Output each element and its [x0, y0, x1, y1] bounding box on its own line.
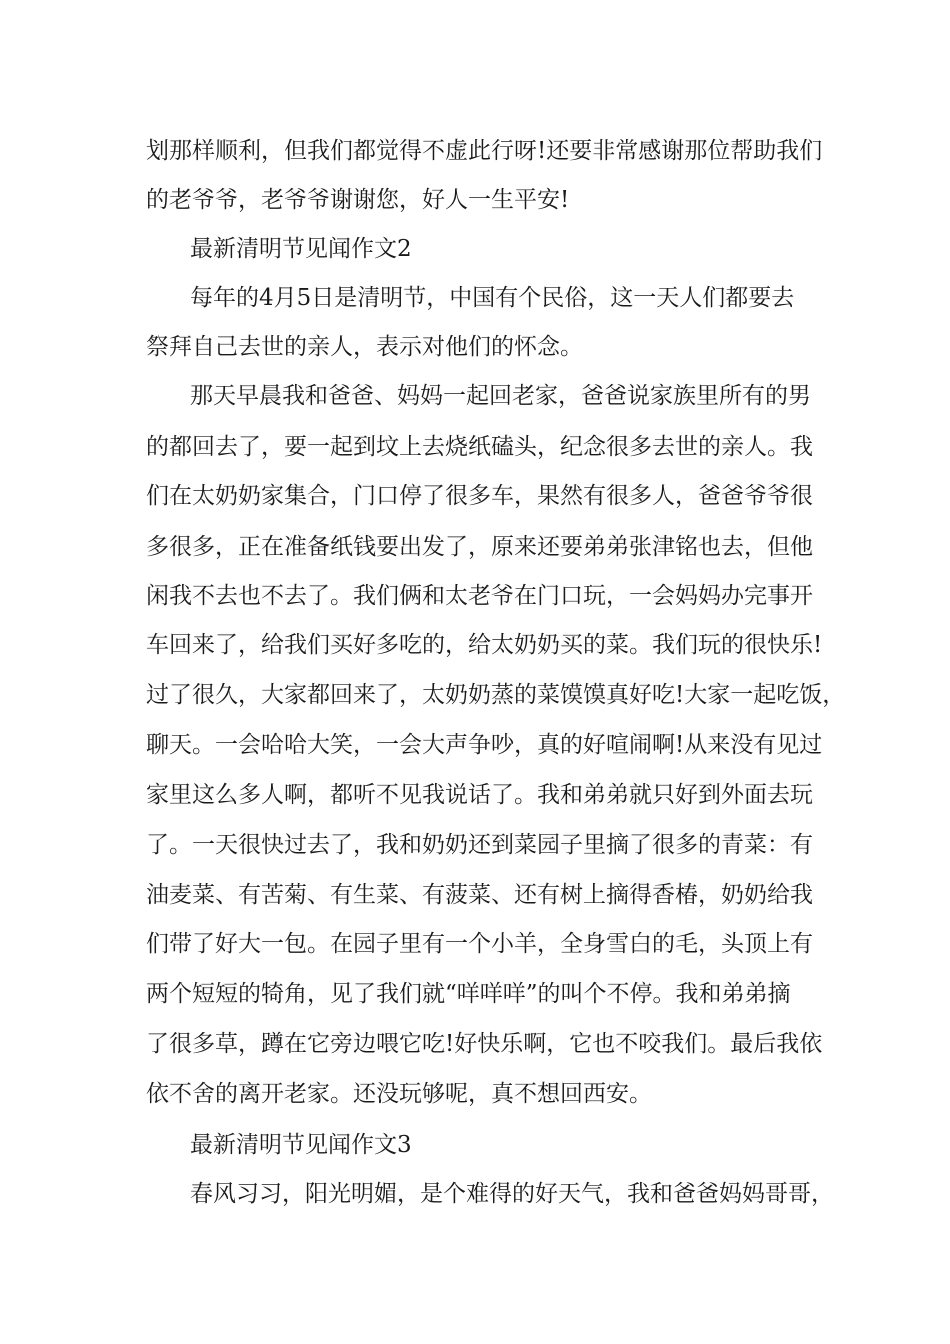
paragraph-line: 多很多，正在准备纸钱要出发了，原来还要弟弟张津铭也去，但他	[146, 534, 813, 560]
section-heading: 最新清明节见闻作文2	[190, 236, 412, 262]
paragraph-line: 油麦菜、有苦菊、有生菜、有菠菜、还有树上摘得香椿，奶奶给我	[146, 882, 813, 908]
paragraph-line: 每年的4月5日是清明节，中国有个民俗，这一天人们都要去	[190, 285, 795, 311]
paragraph-line: 家里这么多人啊，都听不见我说话了。我和弟弟就只好到外面去玩	[146, 782, 813, 808]
paragraph-line: 们在太奶奶家集合，门口停了很多车，果然有很多人，爸爸爷爷很	[146, 483, 813, 509]
paragraph-line: 划那样顺利，但我们都觉得不虚此行呀!还要非常感谢那位帮助我们	[146, 138, 823, 164]
paragraph-line: 春风习习，阳光明媚，是个难得的好天气，我和爸爸妈妈哥哥，	[190, 1181, 834, 1207]
paragraph-line: 的老爷爷，老爷爷谢谢您，好人一生平安!	[146, 187, 570, 213]
paragraph-line: 车回来了，给我们买好多吃的，给太奶奶买的菜。我们玩的很快乐!	[146, 632, 823, 658]
section-heading: 最新清明节见闻作文3	[190, 1132, 412, 1158]
paragraph-line: 那天早晨我和爸爸、妈妈一起回老家，爸爸说家族里所有的男	[190, 383, 811, 409]
paragraph-line: 祭拜自己去世的亲人，表示对他们的怀念。	[146, 334, 583, 360]
paragraph-line: 闲我不去也不去了。我们俩和太老爷在门口玩，一会妈妈办完事开	[146, 583, 813, 609]
paragraph-line: 依不舍的离开老家。还没玩够呢，真不想回西安。	[146, 1081, 652, 1107]
paragraph-line: 聊天。一会哈哈大笑，一会大声争吵，真的好喧闹啊!从来没有见过	[146, 732, 823, 758]
paragraph-line: 了。一天很快过去了，我和奶奶还到菜园子里摘了很多的青菜：有	[146, 832, 813, 858]
paragraph-line: 两个短短的犄角，见了我们就“咩咩咩”的叫个不停。我和弟弟摘	[146, 981, 791, 1007]
paragraph-line: 的都回去了，要一起到坟上去烧纸磕头，纪念很多去世的亲人。我	[146, 434, 813, 460]
paragraph-line: 了很多草，蹲在它旁边喂它吃!好快乐啊，它也不咬我们。最后我依	[146, 1031, 823, 1057]
paragraph-line: 们带了好大一包。在园子里有一个小羊，全身雪白的毛，头顶上有	[146, 931, 813, 957]
paragraph-line: 过了很久，大家都回来了，太奶奶蒸的菜馍馍真好吃!大家一起吃饭，	[146, 682, 846, 708]
